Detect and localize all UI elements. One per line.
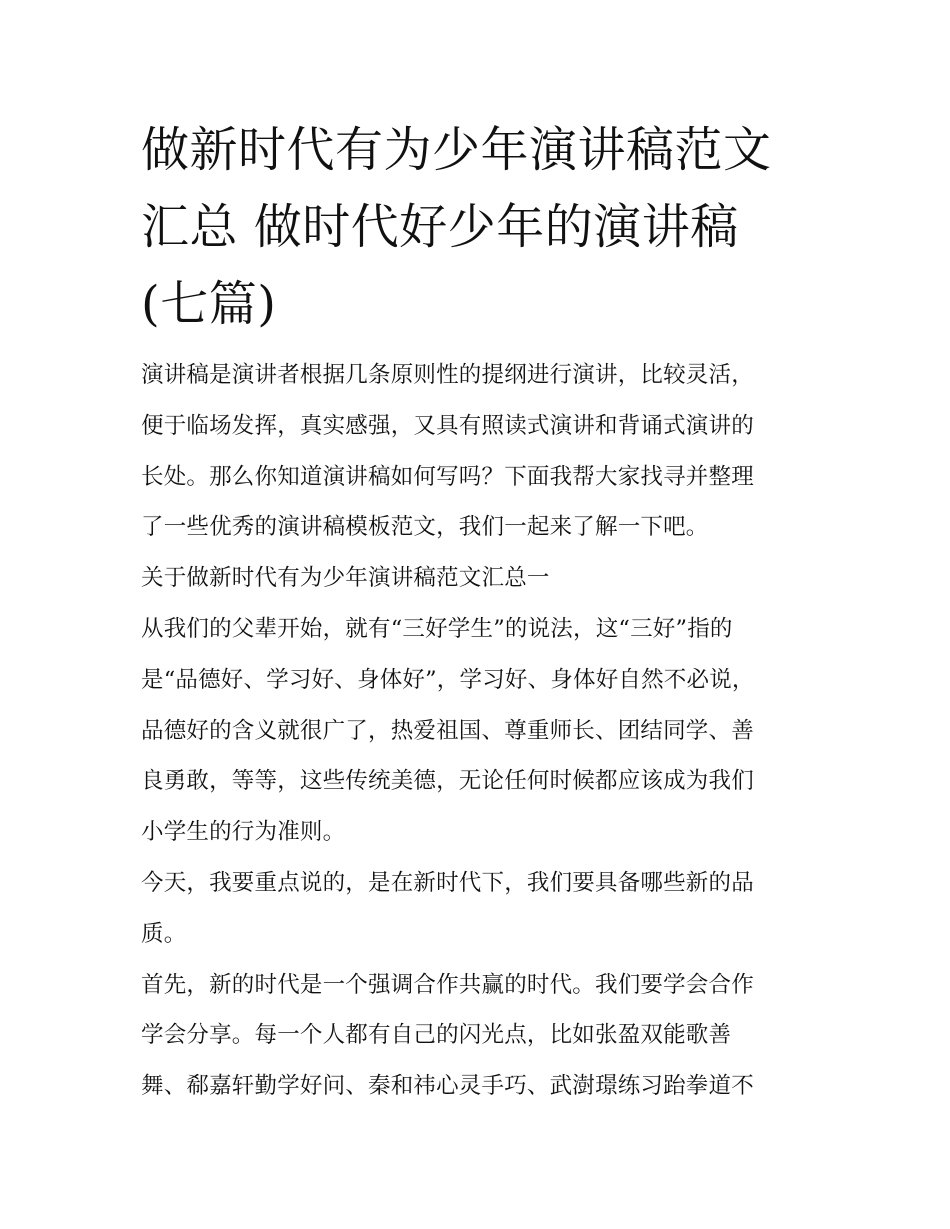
paragraph-line: 学会分享。每一个人都有自己的闪光点，比如张盈双能歌善 <box>141 1022 732 1049</box>
section-heading: 关于做新时代有为少年演讲稿范文汇总一 <box>141 565 550 592</box>
title-line-1: 做新时代有为少年演讲稿范文 <box>141 122 772 178</box>
paragraph-line: 质。 <box>141 920 187 947</box>
intro-line-2: 便于临场发挥，真实感强，又具有照读式演讲和背诵式演讲的 <box>141 412 754 439</box>
paragraph-line: 品德好的含义就很广了，热爱祖国、尊重师长、团结同学、善 <box>141 717 754 744</box>
document-page <box>141 112 813 1112</box>
document-body <box>141 350 813 1112</box>
paragraph-line: 从我们的父辈开始，就有“三好学生”的说法，这“三好”指的 <box>141 615 733 642</box>
intro-line-1: 演讲稿是演讲者根据几条原则性的提纲进行演讲，比较灵活， <box>141 362 754 388</box>
paragraph-line: 首先，新的时代是一个强调合作共赢的时代。我们要学会合作 <box>141 971 754 998</box>
paragraph-line: 良勇敢，等等，这些传统美德，无论任何时候都应该成为我们 <box>141 768 754 795</box>
paragraph-line: 今天，我要重点说的，是在新时代下，我们要具备哪些新的品 <box>141 869 754 896</box>
intro-line-4: 了一些优秀的演讲稿模板范文，我们一起来了解一下吧。 <box>141 514 709 541</box>
paragraph-line: 小学生的行为准则。 <box>141 819 346 846</box>
title-line-3: (七篇) <box>141 276 277 332</box>
document-title <box>141 112 813 343</box>
title-line-2: 汇总 做时代好少年的演讲稿 <box>141 199 739 255</box>
intro-line-3: 长处。那么你知道演讲稿如何写吗？下面我帮大家找寻并整理 <box>141 463 754 490</box>
paragraph-line: 舞、郗嘉轩勤学好问、秦和祎心灵手巧、武澍璟练习跆拳道不 <box>141 1073 754 1100</box>
paragraph-line: 是“品德好、学习好、身体好”，学习好、身体好自然不必说， <box>141 666 755 693</box>
